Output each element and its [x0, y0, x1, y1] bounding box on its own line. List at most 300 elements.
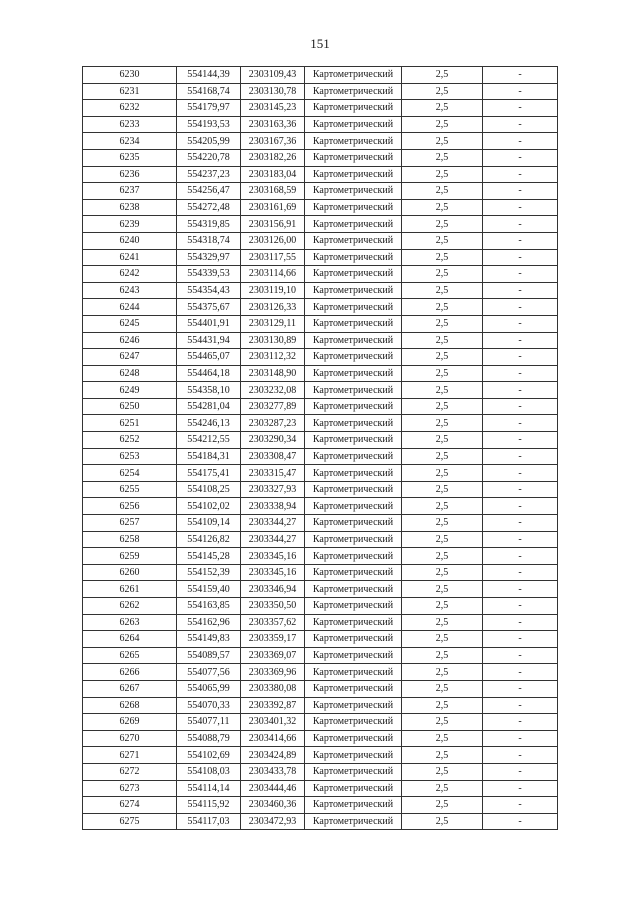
- y-coordinate-cell: 2303433,78: [241, 763, 305, 780]
- point-number-cell: 6243: [83, 282, 177, 299]
- table-row: [83, 498, 558, 515]
- point-number-cell: 6274: [83, 797, 177, 814]
- description-cell: -: [483, 365, 558, 382]
- table-row: [83, 730, 558, 747]
- x-coordinate-cell: 554102,02: [177, 498, 241, 515]
- table-row: [83, 398, 558, 415]
- point-number-cell: 6237: [83, 183, 177, 200]
- accuracy-cell: 2,5: [402, 315, 483, 332]
- point-number-cell: 6265: [83, 647, 177, 664]
- y-coordinate-cell: 2303460,36: [241, 797, 305, 814]
- accuracy-cell: 2,5: [402, 432, 483, 449]
- x-coordinate-cell: 554431,94: [177, 332, 241, 349]
- x-coordinate-cell: 554109,14: [177, 515, 241, 532]
- x-coordinate-cell: 554117,03: [177, 813, 241, 830]
- method-cell: Картометрический: [305, 365, 402, 382]
- table-row: [83, 116, 558, 133]
- description-cell: -: [483, 531, 558, 548]
- description-cell: -: [483, 67, 558, 84]
- description-cell: -: [483, 266, 558, 283]
- y-coordinate-cell: 2303183,04: [241, 166, 305, 183]
- point-number-cell: 6257: [83, 515, 177, 532]
- table-row: [83, 515, 558, 532]
- table-row: [83, 564, 558, 581]
- description-cell: -: [483, 647, 558, 664]
- y-coordinate-cell: 2303327,93: [241, 481, 305, 498]
- method-cell: Картометрический: [305, 349, 402, 366]
- point-number-cell: 6244: [83, 299, 177, 316]
- y-coordinate-cell: 2303414,66: [241, 730, 305, 747]
- method-cell: Картометрический: [305, 763, 402, 780]
- description-cell: -: [483, 299, 558, 316]
- accuracy-cell: 2,5: [402, 813, 483, 830]
- description-cell: -: [483, 465, 558, 482]
- x-coordinate-cell: 554175,41: [177, 465, 241, 482]
- method-cell: Картометрический: [305, 647, 402, 664]
- method-cell: Картометрический: [305, 282, 402, 299]
- accuracy-cell: 2,5: [402, 282, 483, 299]
- method-cell: Картометрический: [305, 100, 402, 117]
- accuracy-cell: 2,5: [402, 763, 483, 780]
- x-coordinate-cell: 554212,55: [177, 432, 241, 449]
- table-row: [83, 465, 558, 482]
- accuracy-cell: 2,5: [402, 415, 483, 432]
- table-row: [83, 332, 558, 349]
- point-number-cell: 6269: [83, 714, 177, 731]
- description-cell: -: [483, 232, 558, 249]
- method-cell: Картометрический: [305, 432, 402, 449]
- x-coordinate-cell: 554102,69: [177, 747, 241, 764]
- table-row: [83, 415, 558, 432]
- point-number-cell: 6230: [83, 67, 177, 84]
- y-coordinate-cell: 2303345,16: [241, 548, 305, 565]
- x-coordinate-cell: 554339,53: [177, 266, 241, 283]
- table-row: [83, 232, 558, 249]
- accuracy-cell: 2,5: [402, 515, 483, 532]
- y-coordinate-cell: 2303345,16: [241, 564, 305, 581]
- y-coordinate-cell: 2303357,62: [241, 614, 305, 631]
- table-row: [83, 813, 558, 830]
- method-cell: Картометрический: [305, 232, 402, 249]
- accuracy-cell: 2,5: [402, 382, 483, 399]
- x-coordinate-cell: 554077,11: [177, 714, 241, 731]
- description-cell: -: [483, 432, 558, 449]
- method-cell: Картометрический: [305, 481, 402, 498]
- method-cell: Картометрический: [305, 564, 402, 581]
- table-row: [83, 647, 558, 664]
- table-row: [83, 531, 558, 548]
- x-coordinate-cell: 554070,33: [177, 697, 241, 714]
- y-coordinate-cell: 2303472,93: [241, 813, 305, 830]
- x-coordinate-cell: 554149,83: [177, 631, 241, 648]
- accuracy-cell: 2,5: [402, 465, 483, 482]
- table-row: [83, 548, 558, 565]
- point-number-cell: 6231: [83, 83, 177, 100]
- table-row: [83, 714, 558, 731]
- method-cell: Картометрический: [305, 133, 402, 150]
- method-cell: Картометрический: [305, 332, 402, 349]
- x-coordinate-cell: 554179,97: [177, 100, 241, 117]
- point-number-cell: 6271: [83, 747, 177, 764]
- y-coordinate-cell: 2303444,46: [241, 780, 305, 797]
- method-cell: Картометрический: [305, 664, 402, 681]
- y-coordinate-cell: 2303232,08: [241, 382, 305, 399]
- x-coordinate-cell: 554184,31: [177, 448, 241, 465]
- x-coordinate-cell: 554145,28: [177, 548, 241, 565]
- point-number-cell: 6239: [83, 216, 177, 233]
- table-row: [83, 797, 558, 814]
- method-cell: Картометрический: [305, 813, 402, 830]
- point-number-cell: 6235: [83, 149, 177, 166]
- accuracy-cell: 2,5: [402, 697, 483, 714]
- point-number-cell: 6267: [83, 680, 177, 697]
- description-cell: -: [483, 813, 558, 830]
- accuracy-cell: 2,5: [402, 564, 483, 581]
- point-number-cell: 6259: [83, 548, 177, 565]
- description-cell: -: [483, 349, 558, 366]
- x-coordinate-cell: 554246,13: [177, 415, 241, 432]
- table-row: [83, 481, 558, 498]
- x-coordinate-cell: 554237,23: [177, 166, 241, 183]
- description-cell: -: [483, 797, 558, 814]
- point-number-cell: 6275: [83, 813, 177, 830]
- accuracy-cell: 2,5: [402, 349, 483, 366]
- y-coordinate-cell: 2303380,08: [241, 680, 305, 697]
- description-cell: -: [483, 680, 558, 697]
- y-coordinate-cell: 2303114,66: [241, 266, 305, 283]
- table-row: [83, 149, 558, 166]
- accuracy-cell: 2,5: [402, 266, 483, 283]
- x-coordinate-cell: 554375,67: [177, 299, 241, 316]
- x-coordinate-cell: 554077,56: [177, 664, 241, 681]
- description-cell: -: [483, 166, 558, 183]
- x-coordinate-cell: 554220,78: [177, 149, 241, 166]
- coordinates-table-body: [83, 67, 558, 830]
- description-cell: -: [483, 548, 558, 565]
- description-cell: -: [483, 116, 558, 133]
- description-cell: -: [483, 697, 558, 714]
- point-number-cell: 6272: [83, 763, 177, 780]
- point-number-cell: 6240: [83, 232, 177, 249]
- method-cell: Картометрический: [305, 581, 402, 598]
- table-row: [83, 315, 558, 332]
- accuracy-cell: 2,5: [402, 797, 483, 814]
- point-number-cell: 6247: [83, 349, 177, 366]
- accuracy-cell: 2,5: [402, 581, 483, 598]
- y-coordinate-cell: 2303346,94: [241, 581, 305, 598]
- accuracy-cell: 2,5: [402, 100, 483, 117]
- method-cell: Картометрический: [305, 730, 402, 747]
- x-coordinate-cell: 554126,82: [177, 531, 241, 548]
- x-coordinate-cell: 554256,47: [177, 183, 241, 200]
- description-cell: -: [483, 714, 558, 731]
- y-coordinate-cell: 2303290,34: [241, 432, 305, 449]
- description-cell: -: [483, 481, 558, 498]
- accuracy-cell: 2,5: [402, 498, 483, 515]
- method-cell: Картометрический: [305, 531, 402, 548]
- point-number-cell: 6241: [83, 249, 177, 266]
- accuracy-cell: 2,5: [402, 448, 483, 465]
- description-cell: -: [483, 780, 558, 797]
- y-coordinate-cell: 2303129,11: [241, 315, 305, 332]
- point-number-cell: 6233: [83, 116, 177, 133]
- table-row: [83, 664, 558, 681]
- x-coordinate-cell: 554163,85: [177, 598, 241, 615]
- point-number-cell: 6258: [83, 531, 177, 548]
- table-row: [83, 763, 558, 780]
- method-cell: Картометрический: [305, 149, 402, 166]
- y-coordinate-cell: 2303401,32: [241, 714, 305, 731]
- point-number-cell: 6268: [83, 697, 177, 714]
- y-coordinate-cell: 2303145,23: [241, 100, 305, 117]
- y-coordinate-cell: 2303182,26: [241, 149, 305, 166]
- point-number-cell: 6273: [83, 780, 177, 797]
- method-cell: Картометрический: [305, 680, 402, 697]
- accuracy-cell: 2,5: [402, 183, 483, 200]
- y-coordinate-cell: 2303308,47: [241, 448, 305, 465]
- method-cell: Картометрический: [305, 315, 402, 332]
- y-coordinate-cell: 2303126,33: [241, 299, 305, 316]
- x-coordinate-cell: 554108,25: [177, 481, 241, 498]
- method-cell: Картометрический: [305, 398, 402, 415]
- table-row: [83, 67, 558, 84]
- accuracy-cell: 2,5: [402, 149, 483, 166]
- accuracy-cell: 2,5: [402, 299, 483, 316]
- y-coordinate-cell: 2303109,43: [241, 67, 305, 84]
- y-coordinate-cell: 2303126,00: [241, 232, 305, 249]
- description-cell: -: [483, 133, 558, 150]
- x-coordinate-cell: 554354,43: [177, 282, 241, 299]
- method-cell: Картометрический: [305, 415, 402, 432]
- page-number: 151: [310, 36, 330, 51]
- y-coordinate-cell: 2303148,90: [241, 365, 305, 382]
- description-cell: -: [483, 564, 558, 581]
- accuracy-cell: 2,5: [402, 199, 483, 216]
- point-number-cell: 6256: [83, 498, 177, 515]
- accuracy-cell: 2,5: [402, 249, 483, 266]
- x-coordinate-cell: 554318,74: [177, 232, 241, 249]
- y-coordinate-cell: 2303130,78: [241, 83, 305, 100]
- point-number-cell: 6270: [83, 730, 177, 747]
- method-cell: Картометрический: [305, 780, 402, 797]
- x-coordinate-cell: 554319,85: [177, 216, 241, 233]
- table-row: [83, 581, 558, 598]
- point-number-cell: 6255: [83, 481, 177, 498]
- description-cell: -: [483, 581, 558, 598]
- x-coordinate-cell: 554162,96: [177, 614, 241, 631]
- table-row: [83, 282, 558, 299]
- accuracy-cell: 2,5: [402, 481, 483, 498]
- table-row: [83, 166, 558, 183]
- y-coordinate-cell: 2303130,89: [241, 332, 305, 349]
- accuracy-cell: 2,5: [402, 714, 483, 731]
- method-cell: Картометрический: [305, 199, 402, 216]
- x-coordinate-cell: 554159,40: [177, 581, 241, 598]
- method-cell: Картометрический: [305, 498, 402, 515]
- x-coordinate-cell: 554115,92: [177, 797, 241, 814]
- accuracy-cell: 2,5: [402, 680, 483, 697]
- accuracy-cell: 2,5: [402, 116, 483, 133]
- table-row: [83, 432, 558, 449]
- description-cell: -: [483, 730, 558, 747]
- y-coordinate-cell: 2303350,50: [241, 598, 305, 615]
- accuracy-cell: 2,5: [402, 166, 483, 183]
- method-cell: Картометрический: [305, 598, 402, 615]
- point-number-cell: 6261: [83, 581, 177, 598]
- method-cell: Картометрический: [305, 631, 402, 648]
- accuracy-cell: 2,5: [402, 365, 483, 382]
- point-number-cell: 6238: [83, 199, 177, 216]
- table-row: [83, 614, 558, 631]
- x-coordinate-cell: 554272,48: [177, 199, 241, 216]
- table-row: [83, 266, 558, 283]
- y-coordinate-cell: 2303392,87: [241, 697, 305, 714]
- description-cell: -: [483, 515, 558, 532]
- point-number-cell: 6260: [83, 564, 177, 581]
- point-number-cell: 6242: [83, 266, 177, 283]
- point-number-cell: 6251: [83, 415, 177, 432]
- y-coordinate-cell: 2303344,27: [241, 531, 305, 548]
- point-number-cell: 6245: [83, 315, 177, 332]
- x-coordinate-cell: 554168,74: [177, 83, 241, 100]
- description-cell: -: [483, 149, 558, 166]
- method-cell: Картометрический: [305, 697, 402, 714]
- table-row: [83, 349, 558, 366]
- description-cell: -: [483, 315, 558, 332]
- description-cell: -: [483, 382, 558, 399]
- method-cell: Картометрический: [305, 714, 402, 731]
- description-cell: -: [483, 664, 558, 681]
- description-cell: -: [483, 763, 558, 780]
- table-row: [83, 780, 558, 797]
- accuracy-cell: 2,5: [402, 598, 483, 615]
- description-cell: -: [483, 598, 558, 615]
- point-number-cell: 6252: [83, 432, 177, 449]
- x-coordinate-cell: 554108,03: [177, 763, 241, 780]
- method-cell: Картометрический: [305, 797, 402, 814]
- method-cell: Картометрический: [305, 183, 402, 200]
- table-row: [83, 697, 558, 714]
- accuracy-cell: 2,5: [402, 780, 483, 797]
- description-cell: -: [483, 631, 558, 648]
- point-number-cell: 6262: [83, 598, 177, 615]
- y-coordinate-cell: 2303338,94: [241, 498, 305, 515]
- method-cell: Картометрический: [305, 614, 402, 631]
- accuracy-cell: 2,5: [402, 548, 483, 565]
- y-coordinate-cell: 2303315,47: [241, 465, 305, 482]
- x-coordinate-cell: 554281,04: [177, 398, 241, 415]
- description-cell: -: [483, 282, 558, 299]
- y-coordinate-cell: 2303369,96: [241, 664, 305, 681]
- x-coordinate-cell: 554088,79: [177, 730, 241, 747]
- method-cell: Картометрический: [305, 67, 402, 84]
- table-row: [83, 299, 558, 316]
- point-number-cell: 6234: [83, 133, 177, 150]
- accuracy-cell: 2,5: [402, 730, 483, 747]
- x-coordinate-cell: 554329,97: [177, 249, 241, 266]
- x-coordinate-cell: 554401,91: [177, 315, 241, 332]
- x-coordinate-cell: 554089,57: [177, 647, 241, 664]
- description-cell: -: [483, 332, 558, 349]
- point-number-cell: 6249: [83, 382, 177, 399]
- description-cell: -: [483, 249, 558, 266]
- method-cell: Картометрический: [305, 548, 402, 565]
- accuracy-cell: 2,5: [402, 332, 483, 349]
- method-cell: Картометрический: [305, 166, 402, 183]
- y-coordinate-cell: 2303359,17: [241, 631, 305, 648]
- y-coordinate-cell: 2303112,32: [241, 349, 305, 366]
- y-coordinate-cell: 2303369,07: [241, 647, 305, 664]
- accuracy-cell: 2,5: [402, 614, 483, 631]
- y-coordinate-cell: 2303156,91: [241, 216, 305, 233]
- method-cell: Картометрический: [305, 747, 402, 764]
- y-coordinate-cell: 2303344,27: [241, 515, 305, 532]
- y-coordinate-cell: 2303277,89: [241, 398, 305, 415]
- accuracy-cell: 2,5: [402, 747, 483, 764]
- x-coordinate-cell: 554465,07: [177, 349, 241, 366]
- table-row: [83, 598, 558, 615]
- accuracy-cell: 2,5: [402, 647, 483, 664]
- table-row: [83, 83, 558, 100]
- table-row: [83, 183, 558, 200]
- method-cell: Картометрический: [305, 249, 402, 266]
- y-coordinate-cell: 2303424,89: [241, 747, 305, 764]
- method-cell: Картометрический: [305, 448, 402, 465]
- accuracy-cell: 2,5: [402, 398, 483, 415]
- description-cell: -: [483, 83, 558, 100]
- description-cell: -: [483, 100, 558, 117]
- point-number-cell: 6266: [83, 664, 177, 681]
- method-cell: Картометрический: [305, 382, 402, 399]
- accuracy-cell: 2,5: [402, 664, 483, 681]
- table-row: [83, 747, 558, 764]
- description-cell: -: [483, 199, 558, 216]
- y-coordinate-cell: 2303163,36: [241, 116, 305, 133]
- x-coordinate-cell: 554152,39: [177, 564, 241, 581]
- y-coordinate-cell: 2303287,23: [241, 415, 305, 432]
- y-coordinate-cell: 2303117,55: [241, 249, 305, 266]
- point-number-cell: 6263: [83, 614, 177, 631]
- point-number-cell: 6236: [83, 166, 177, 183]
- description-cell: -: [483, 398, 558, 415]
- coordinates-table: [82, 66, 558, 830]
- description-cell: -: [483, 448, 558, 465]
- method-cell: Картометрический: [305, 299, 402, 316]
- point-number-cell: 6248: [83, 365, 177, 382]
- y-coordinate-cell: 2303119,10: [241, 282, 305, 299]
- accuracy-cell: 2,5: [402, 232, 483, 249]
- accuracy-cell: 2,5: [402, 216, 483, 233]
- x-coordinate-cell: 554193,53: [177, 116, 241, 133]
- table-row: [83, 100, 558, 117]
- method-cell: Картометрический: [305, 515, 402, 532]
- point-number-cell: 6253: [83, 448, 177, 465]
- description-cell: -: [483, 498, 558, 515]
- y-coordinate-cell: 2303168,59: [241, 183, 305, 200]
- point-number-cell: 6246: [83, 332, 177, 349]
- accuracy-cell: 2,5: [402, 83, 483, 100]
- table-row: [83, 448, 558, 465]
- table-row: [83, 382, 558, 399]
- table-row: [83, 631, 558, 648]
- point-number-cell: 6254: [83, 465, 177, 482]
- method-cell: Картометрический: [305, 116, 402, 133]
- x-coordinate-cell: 554464,18: [177, 365, 241, 382]
- description-cell: -: [483, 614, 558, 631]
- y-coordinate-cell: 2303161,69: [241, 199, 305, 216]
- method-cell: Картометрический: [305, 216, 402, 233]
- accuracy-cell: 2,5: [402, 531, 483, 548]
